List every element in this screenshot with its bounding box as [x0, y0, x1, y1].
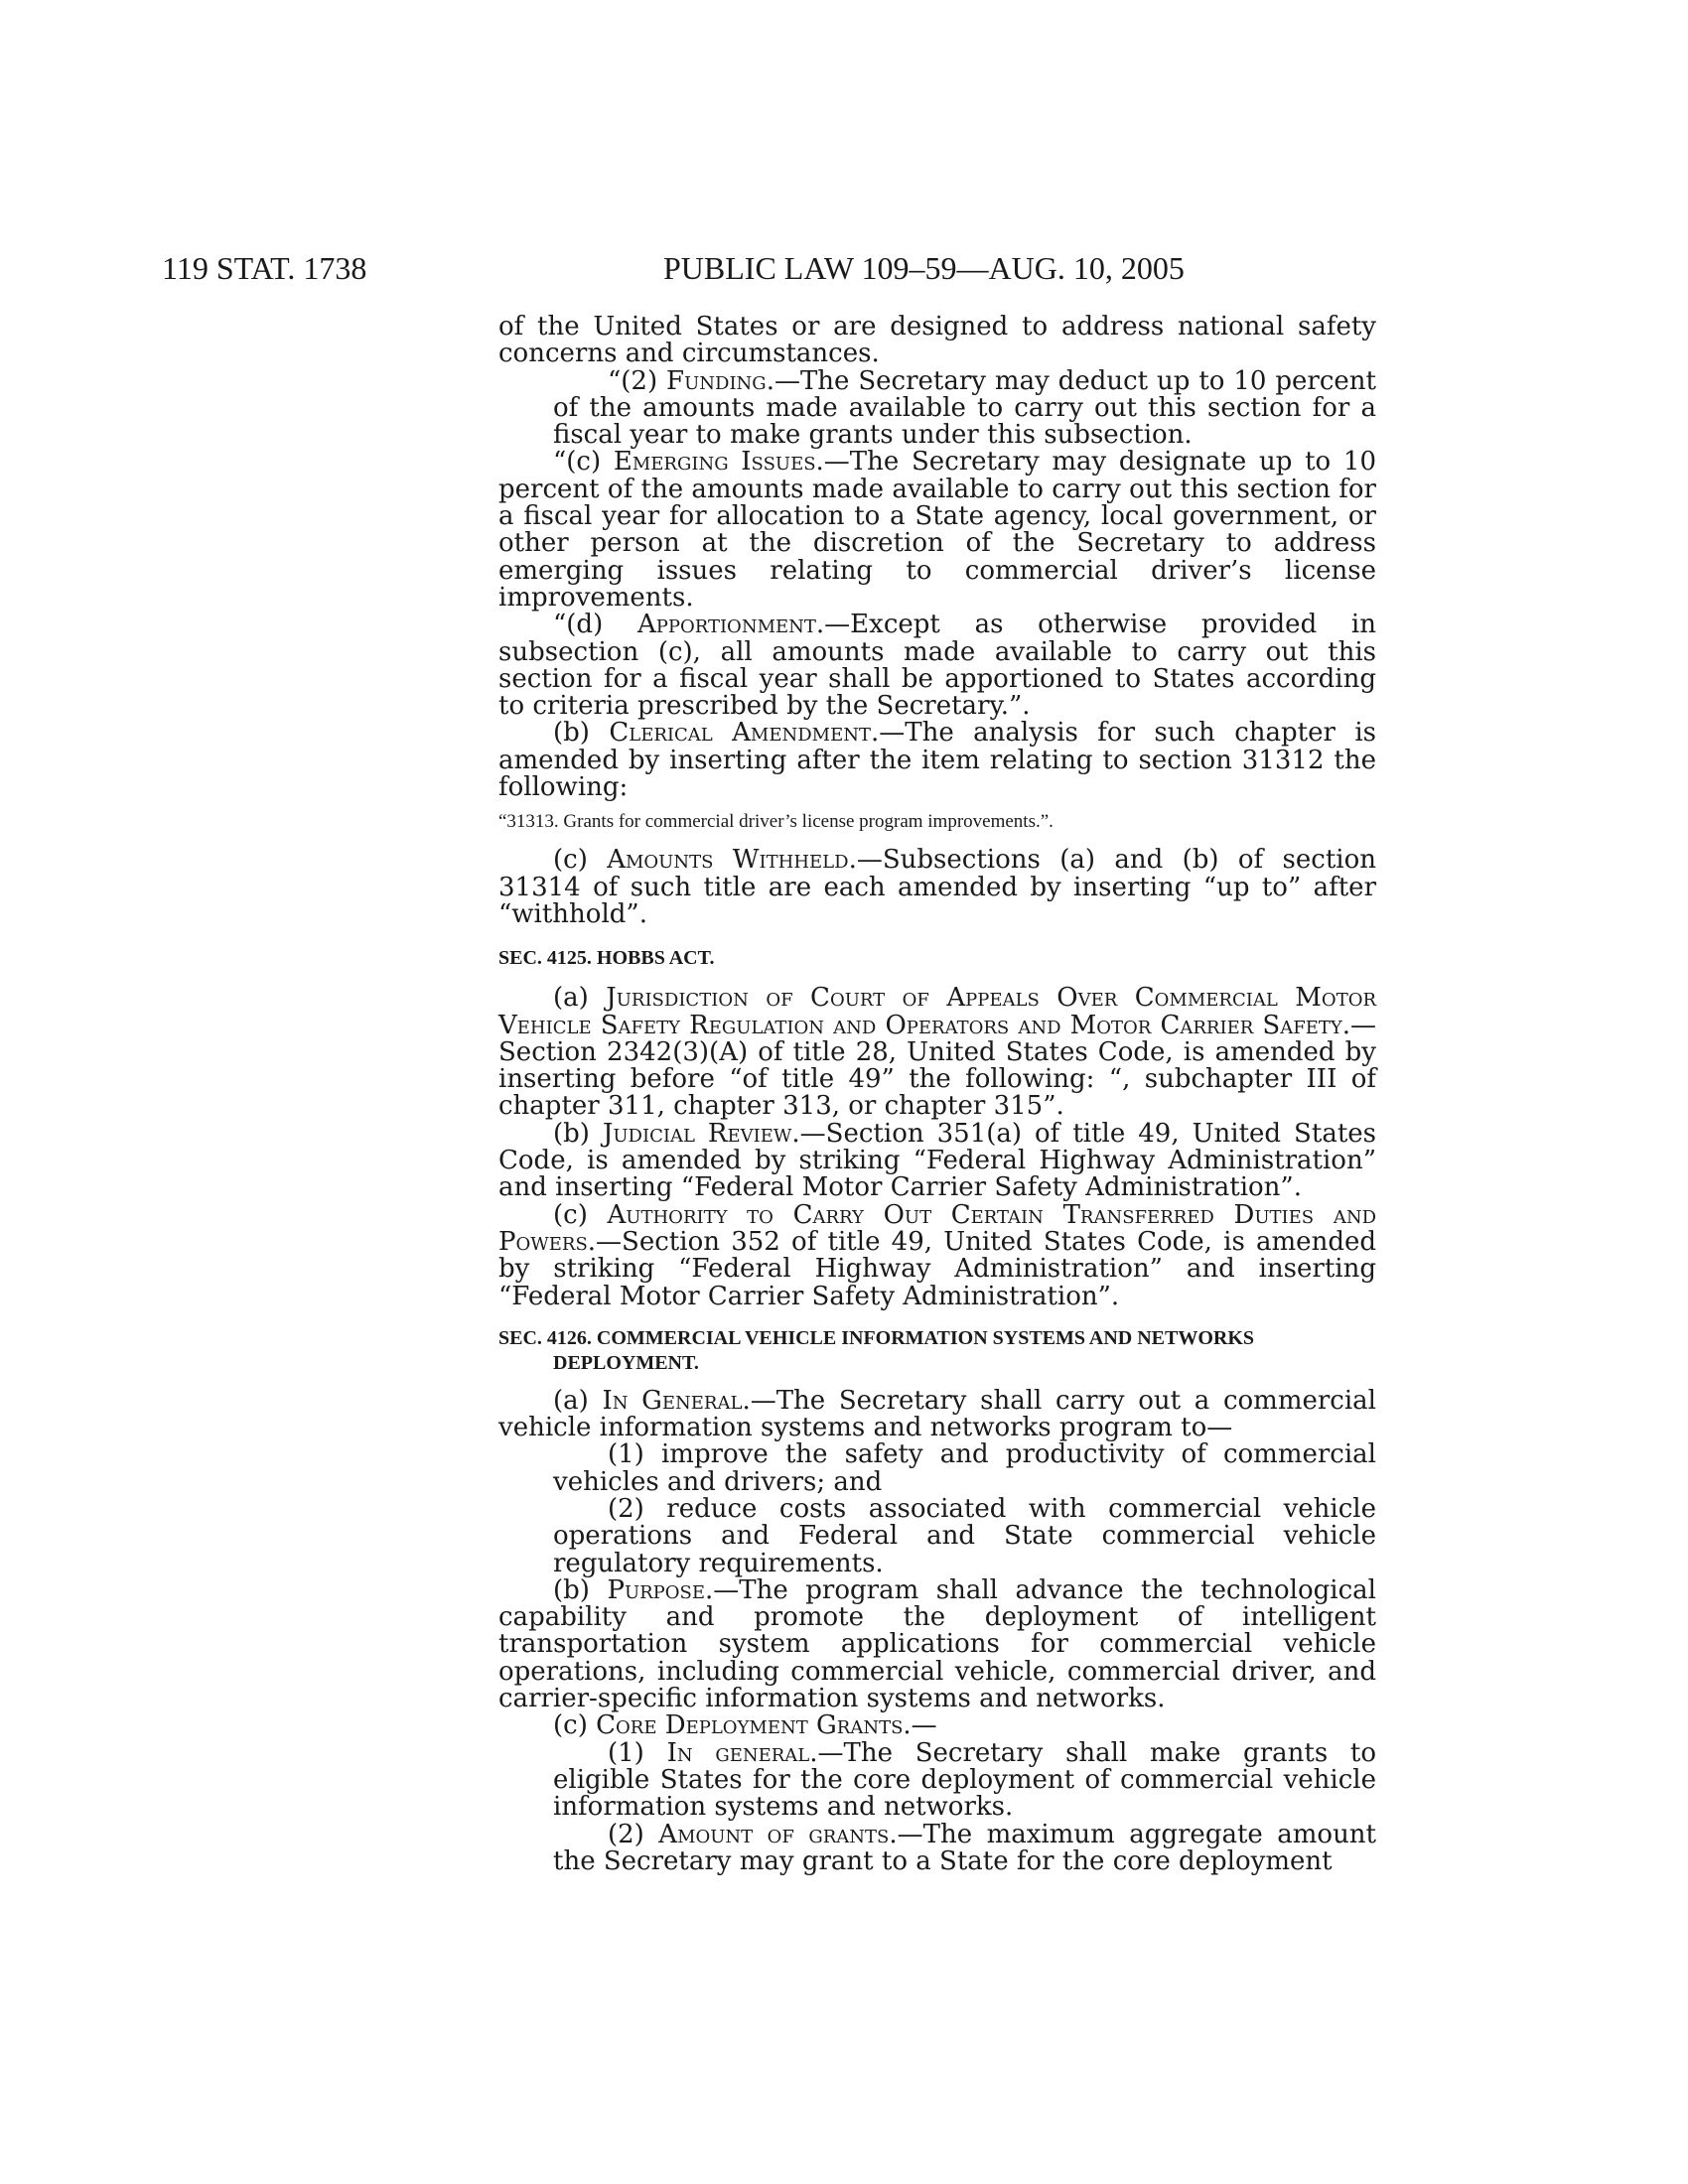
paragraph-in-general-grants: (1) In general.—The Secretary shall make grants to eligible States for the core deployment of commercial vehicle information systems and networks. [553, 1737, 1376, 1823]
page-header [0, 250, 1688, 290]
statute-citation: 119 STAT. 1738 [162, 250, 367, 286]
paragraph-purpose: (b) Purpose.—The program shall advance the technological capability and promote the deployment of intelligent transportation system applications for commercial vehicle operations, including commercial vehicle, commercial driver, and carrier-specific information systems and networks. [498, 1574, 1376, 1714]
paragraph-amount-of-grants: (2) Amount of grants.—The maximum aggregate amount the Secretary may grant to a State for the core deployment [553, 1819, 1377, 1876]
paragraph-amounts-withheld: (c) Amounts Withheld.—Subsections (a) and (b) of section 31314 of such title are each amended by inserting “up to” after “withhold”. [498, 845, 1377, 929]
paragraph-reduce-costs: (2) reduce costs associated with commercial vehicle operations and Federal and State commercial vehicle regulatory requirements. [553, 1493, 1376, 1578]
paragraph-clerical-amendment: (b) Clerical Amendment.—The analysis for such chapter is amended by inserting after the item relating to section 31312 the following: [498, 718, 1376, 803]
paragraph-authority: (c) Authority to Carry Out Certain Transferred Duties and Powers.—Section 352 of title 49, United States Code, is amended by striking “Federal Highway Administration” and inserting “Federal Motor Carrier Safety Administration”. [498, 1199, 1376, 1311]
paragraph-apportionment: “(d) Apportionment.—Except as otherwise provided in subsection (c), all amounts made available to carry out this section for a fiscal year shall be apportioned to States according to criteria prescribed by the Secretary.”. [498, 610, 1376, 722]
paragraph-jurisdiction: (a) Jurisdiction of Court of Appeals Over Commercial Motor Vehicle Safety Regulation and Operators and Motor Carrier Safety.—Section 2342(3)(A) of title 28, United States Code, is amended by inserting before “of title 49” the following: “, subchapter III of chapter 311, chapter 313, or chapter 315”. [498, 983, 1377, 1122]
paragraph-in-general: (a) In General.—The Secretary shall carry out a commercial vehicle information systems and networks program to— [498, 1385, 1376, 1443]
paragraph-judicial-review: (b) Judicial Review.—Section 351(a) of title 49, United States Code, is amended by striking “Federal Highway Administration” and inserting “Federal Motor Carrier Safety Administration”. [498, 1118, 1376, 1203]
paragraph: of the United States or are designed to address national safety concerns and circumstances. [498, 312, 1376, 369]
paragraph-emerging-issues: “(c) Emerging Issues.—The Secretary may designate up to 10 percent of the amounts made available to carry out this section for a fiscal year for allocation to a State agency, local government, or other person at the discretion of the Secretary to address emerging issues relating to commercial driver’s license improvements. [498, 447, 1376, 613]
section-heading-4125: SEC. 4125. HOBBS ACT. [498, 947, 715, 970]
paragraph-funding: “(2) Funding.—The Secretary may deduct up to 10 percent of the amounts made available to carry out this section for a fiscal year to make grants under this subsection. [553, 365, 1376, 451]
paragraph-core-deployment-grants: (c) Core Deployment Grants.— [553, 1710, 937, 1741]
public-law-title: PUBLIC LAW 109–59—AUG. 10, 2005 [663, 250, 1185, 286]
body-text [498, 314, 1376, 1875]
section-heading-4126: SEC. 4126. COMMERCIAL VEHICLE INFORMATION SYSTEMS AND NETWORKS DEPLOYMENT. [498, 1326, 1255, 1374]
paragraph-improve-safety: (1) improve the safety and productivity of commercial vehicles and drivers; and [553, 1439, 1376, 1497]
table-of-sections-item: “31313. Grants for commercial driver’s license program improvements.”. [498, 811, 1054, 833]
